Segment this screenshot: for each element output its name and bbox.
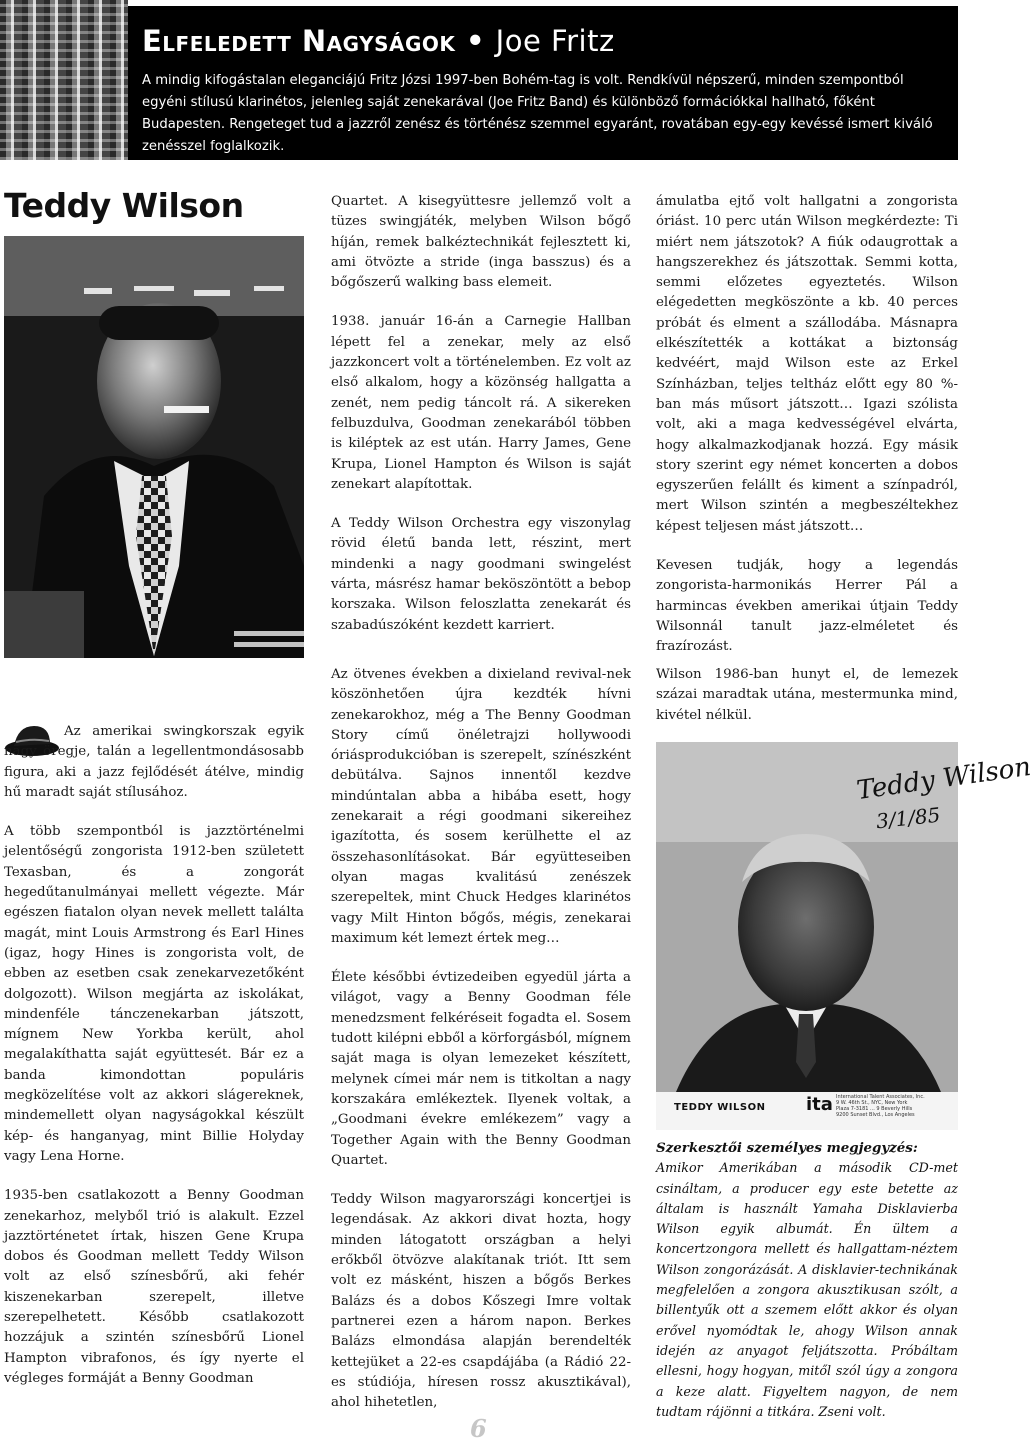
column-3-bottom <box>656 665 958 726</box>
column-2-bottom <box>331 665 631 1413</box>
photo-illustration <box>4 236 304 658</box>
paragraph: Az ötvenes években a dixieland revival-nek köszönhetően újra kezdték hívni zenekarokhoz, még a The Benny Goodman Story című önéletrajzi hollywoodi óriásprodukcióban is szerepelt, színészként debütálva. Sajnos innentől kezdve mindúntalan abba a hibába esett, hogy zenekarait a régi goodmani sikereihez igazította, és sosem kerülhette el az összehasonlításokat. Bár együtteseiben olyan magas kvalitású zenészek szerepeltek, mint Chuck Hedges klarinétos vagy Milt Hinton bőgős, mégis, zenekarai maximum két lemezt értek meg… <box>331 667 631 946</box>
column-header-banner <box>128 6 958 160</box>
article-title: Teddy Wilson <box>4 186 244 225</box>
paragraph: Teddy Wilson magyarországi koncertjei is legendásak. Az akkori divat hozta, hogy minden látogatott országban a helyi erőkből ötvözve alakítanak triót. Itt sem volt ez másként, hiszen a bőgős Berkes Balázs és a dobos Kőszegi Imre voltak partnerei ezen a három napon. Berkes Balázs elmondása alapján berendelték kettejüket a 22-es csapdájába (a Rádió 22-es stúdiója, híresen rossz akusztikával), ahol hihetetlen, <box>331 1192 631 1411</box>
column-title: Elfeledett Nagyságok • Joe Fritz <box>142 24 615 58</box>
paragraph: Quartet. A kisegyüttesre jellemző volt a tüzes swingjáték, melyben Wilson bőgő híján, remek balkéztechnikát fejlesztett ki, ami ötvözte a stride (inga basszus) és a bőgőszerű walking bass elemeit. <box>331 194 631 291</box>
editor-note <box>656 1138 958 1422</box>
author-intro: A mindig kifogástalan eleganciájú Fritz Józsi 1997-ben Bohém-tag is volt. Rendkívül népszerű, minden szempontból egyéni stílusú klarinétos, jelenleg saját zenekarával (Joe Fritz Band) és különböző formációkkal hallható, főként Budapesten. Rengeteget tud a jazzről zenész és történész szemmel egyaránt, rovatában egy-egy kevéssé ismert kiváló zenésszel foglalkozik. <box>142 73 933 154</box>
autograph-signature: Teddy Wilson <box>854 751 1033 807</box>
paragraph: 1935-ben csatlakozott a Benny Goodman zenekarhoz, melyből trió is alakult. Ezzel jazztörténetet írtak, hiszen Gene Krupa dobos és Goodman mellett Teddy Wilson volt az első színesbőrű, aki fehér kiszenekarban szerepelt, illetve szerepelhetett. Később csatlakozott hozzájuk a szintén színesbőrű Lionel Hampton vibrafonos, és így nyerte el végleges formáját a Benny Goodman <box>4 1188 304 1386</box>
portrait-illustration <box>656 742 958 1130</box>
photo-caption: TEDDY WILSON <box>674 1102 766 1113</box>
column-2-top <box>331 192 631 636</box>
paragraph: A több szempontból is jazztörténelmi jelentőségű zongorista 1912-ben született Texasban, és a zongorát hegedűtanulmányai mellett végezte. Már egészen fiatalon olyan nevek mellett találta magát, mint Louis Armstrong és Earl Hines (igaz, hogy Hines is zongorista volt, de ebben az esetben csak zenekarvezetőként dolgozott). Wilson megjárta az iskolákat, mindenféle tánczenekarban játszott, mígnem New Yorkba került, ahol megalakíthatta saját együttesét. Bár ez a banda kimondottan populáris megközelítése volt az akkori slágereknek, mindemellett olyan nagyságokkal készült kép- és hanganyag, mint Billie Holyday vagy Lena Horne. <box>4 824 304 1164</box>
lead-paragraph: Az amerikai swingkorszak egyik nagy öregje, talán a legellentmondásosabb figura, aki a jazz fejlődését átélve, mindig hű maradt saját stílusához. <box>4 724 304 800</box>
page-number: 6 <box>470 1414 487 1443</box>
paragraph: A Teddy Wilson Orchestra egy viszonylag rövid életű banda lett, részint, mert mindenki a nagy goodmani swingelést várta, másrész hamar beköszöntött a bebop korszaka. Wilson feloszlatta zenekarát és szabadúszóként kezdett karriert. <box>331 516 631 633</box>
signed-portrait-photo <box>656 742 1033 1130</box>
editor-note-heading: Szerkesztői személyes megjegyzés: <box>656 1140 918 1156</box>
author-portrait-photo <box>0 0 128 160</box>
column-1 <box>4 722 304 1389</box>
paragraph: Élete későbbi évtizedeiben egyedül járta a világot, vagy a Benny Goodman féle menedzsment felkéréseit fogadta el. Sosem tudott kilépni ebből a körforgásból, mígnem saját maga is olyan lemezeket készített, melynek címei már nem is titkoltan a nagy korszakára emlékeztek. Ilyenek voltak, a „Goodmani évekre emlékezem” vagy a Together Again with the Benny Goodman Quartet. <box>331 970 631 1168</box>
agency-logo: ita <box>806 1094 833 1115</box>
column-3-top <box>656 192 958 658</box>
agency-address: International Talent Associates, Inc. 9 W. 46th St., NYC, New York Plaza 7-3181 ... 9 Beverly Hills 9200 Sunset Blvd., Los Angeles <box>836 1094 925 1118</box>
autograph-date: 3/1/85 <box>874 802 942 834</box>
paragraph: 1938. január 16-án a Carnegie Hallban lépett fel a zenekar, mely az első jazzkoncert volt a történelemben. Ez volt az első alkalom, hogy a közönség hallgatta a zenét, nem pedig táncolt rá. A sikereken felbuzdulva, Goodman zenekarából többen is kiléptek az est után. Harry James, Gene Krupa, Lionel Hampton és Wilson is saját zenekart alapítottak. <box>331 314 631 492</box>
editor-note-text: Amikor Amerikában a második CD-met csináltam, a producer egy este betette az általam is használt Yamaha Disklavierba Wilson egyik albumát. Én ültem a koncertzongora mellett és hallgattam-néztem Wilson zongorázását. A disklavier-technikának megfelelően a zongora akusztikusan szólt, a billentyűk ott a szemem előtt akkor és olyan erővel nyomódtak le, ahogy Wilson annak idején az anyagot feljátszotta. Próbáltam ellesni, hogy hogyan, mitől szól úgy a zongora a keze alatt. Figyeltem nagyon, de nem tudtam rájönni a titkára. Zseni volt. <box>656 1160 958 1419</box>
paragraph: Wilson 1986-ban hunyt el, de lemezek százai maradtak utána, mestermunka mind, kivétel nélkül. <box>656 667 958 723</box>
teddy-wilson-photo <box>4 236 304 658</box>
paragraph: ámulatba ejtő volt hallgatni a zongorista óriást. 10 perc után Wilson megkérdezte: Ti miért nem játszotok? A fiúk odaugrottak a hangszerekhez és játszottak. Semmi kotta, semmi előzetes egyeztetés. Wilson elégedetten megköszönte a kb. 40 perces próbát és elment a szállodába. Másnapra elkészítették a kottákat a biztonság kedvéért, majd Wilson este az Erkel Színházban, teljes teltház előtt egy 80 %-ban más műsort játszott… Igazi szólista volt, aki a maga kedvességével elvárta, hogy alkalmazkodjanak hozzá. Egy másik story szerint egy német koncerten a dobos egyszerűen felállt és kiment a színpadról, mert Wilson szintén a megbeszéltekhez képest teljesen mást játszott… <box>656 194 958 534</box>
paragraph: Kevesen tudják, hogy a legendás zongorista-harmonikás Herrer Pál a harmincas években amerikai útjain Teddy Wilsonnál tanult jazz-elméletet és frazírozást. <box>656 558 958 655</box>
